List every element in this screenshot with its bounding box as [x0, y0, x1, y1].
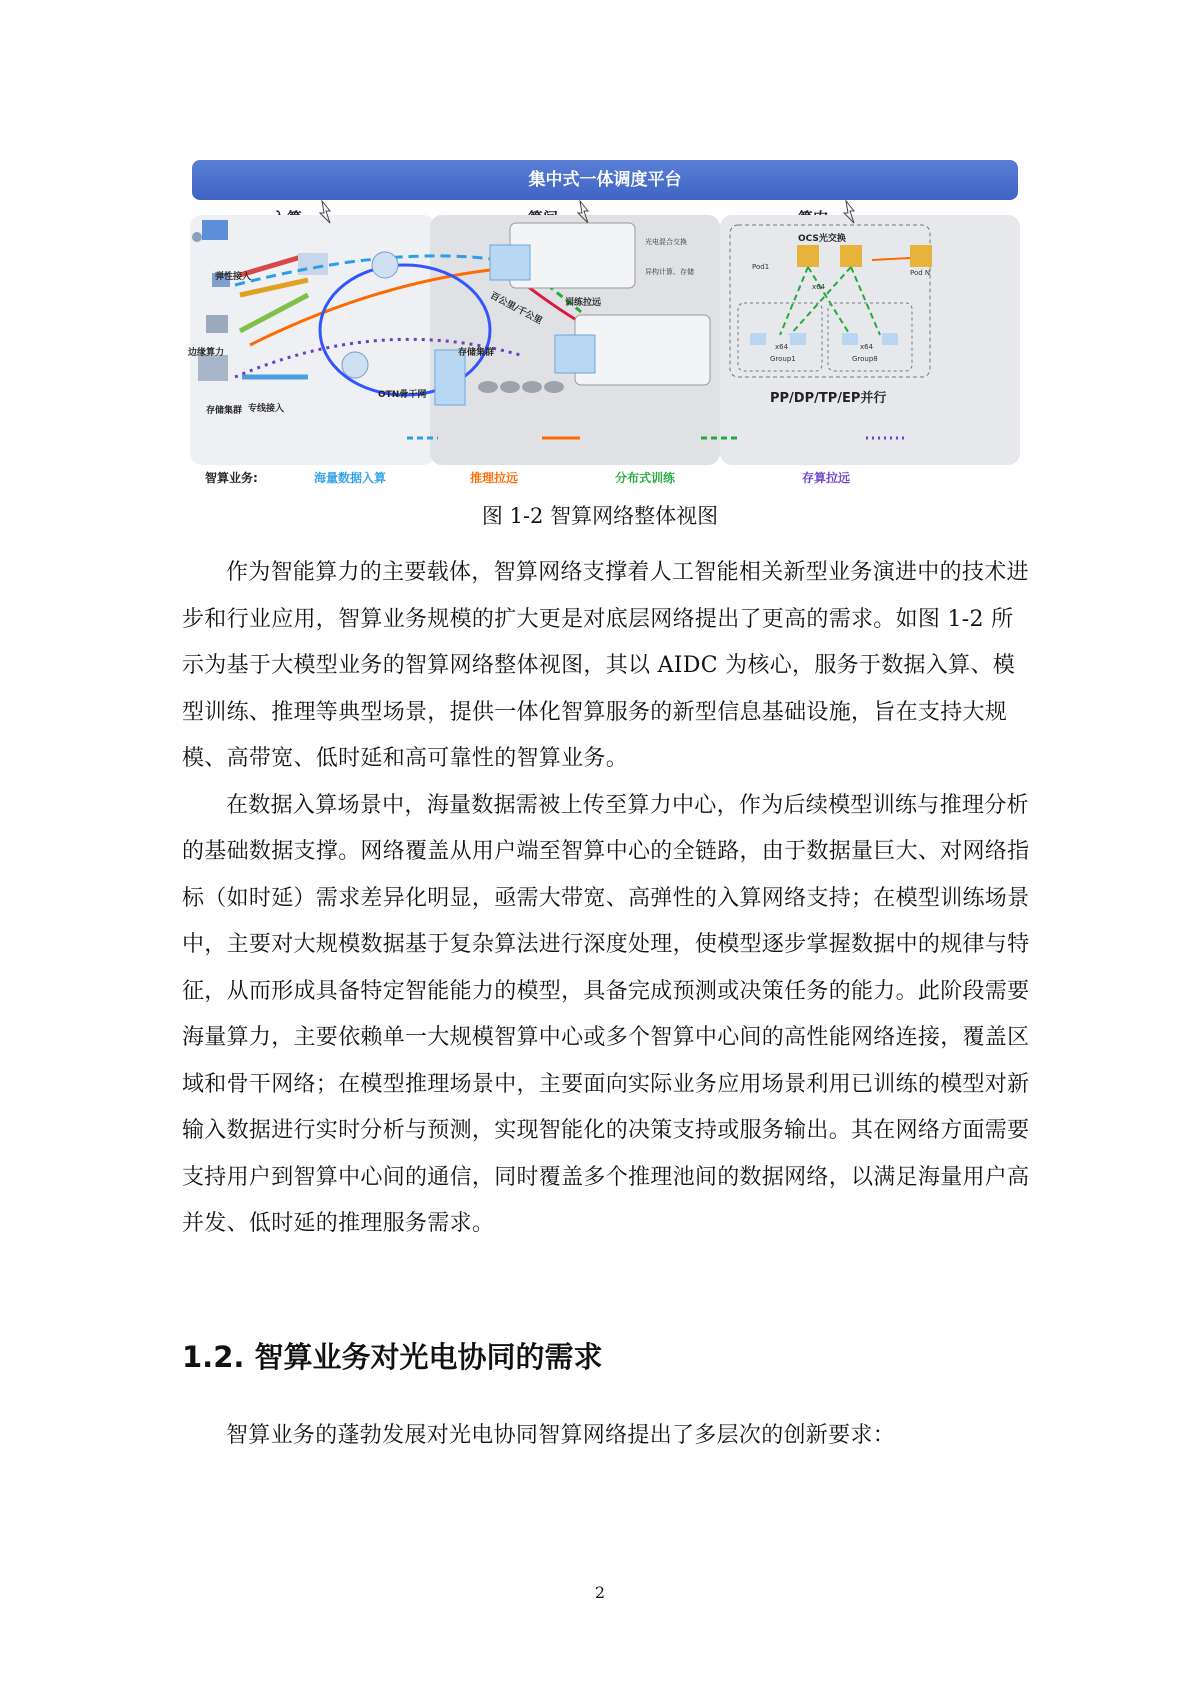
- platform-banner: 集中式一体调度平台: [192, 160, 1018, 200]
- section-heading: 1.2. 智算业务对光电协同的需求: [182, 1340, 603, 1374]
- user-icon: [192, 232, 202, 242]
- label-edge: 边缘算力: [188, 348, 225, 358]
- ocs-link-1: [780, 267, 808, 335]
- label-x64-b: x64: [775, 343, 789, 351]
- access-bundle-3: [240, 295, 308, 331]
- label-x64-a: x64: [812, 283, 826, 291]
- access-bundle-2: [240, 280, 308, 295]
- paragraph-2: 在数据入算场景中，海量数据需被上传至算力中心，作为后续模型训练与推理分析的基础数据支撑。网络覆盖从用户端至智算中心的全链路，由于数据量巨大、对网络指标（如时延）需求差异化明显，亟需大带宽、高弹性的入算网络支持；在模型训练场景中，主要对大规模数据基于复杂算法进行深度处理，使模型逐步掌握数据中的规律与特征，从而形成具备特定智能能力的模型，具备完成预测或决策任务的能力。此阶段需要海量算力，主要依赖单一大规模智算中心或多个智算中心间的高性能网络连接，覆盖区域和骨干网络；在模型推理场景中，主要面向实际业务应用场景利用已训练的模型对新输入数据进行实时分析与预测，实现智能化的决策支持或服务输出。其在网络方面需要支持用户到智算中心间的通信，同时覆盖多个推理池间的数据网络，以满足海量用户高并发、低时延的推理服务需求。: [182, 792, 1030, 1236]
- label-group8: Group8: [852, 355, 878, 363]
- paragraph-3: 智算业务的蓬勃发展对光电协同智算网络提出了多层次的创新要求：: [226, 1423, 896, 1448]
- label-group1: Group1: [770, 355, 796, 363]
- legend-ingress: 海量数据入算: [314, 471, 387, 485]
- monitor-icon: [202, 220, 228, 240]
- label-parallel: PP/DP/TP/EP并行: [770, 391, 887, 406]
- label-optical-switch: 光电混合交换: [645, 238, 687, 246]
- switch-cube-c: [435, 350, 465, 405]
- leaf-switch-icon-3: [842, 333, 858, 345]
- leaf-switch-icon-2: [790, 333, 806, 345]
- label-distance: 百公里/千公里: [488, 290, 544, 327]
- disk-icon-1: [478, 381, 498, 393]
- leaf-switch-icon-4: [882, 333, 898, 345]
- ocs-switch-icon-1: [797, 245, 819, 267]
- ocs-link-4: [851, 267, 880, 335]
- building-icon: [198, 355, 228, 381]
- ingress-arrow-icon: [320, 201, 330, 223]
- label-storage-mid: 存储集群: [458, 348, 495, 358]
- label-otn: OTN骨干网: [378, 390, 427, 400]
- ocs-switch-icon-2: [840, 245, 862, 267]
- router-top-icon: [372, 252, 398, 278]
- legend-storage: 存算拉远: [802, 471, 851, 485]
- body-text: [182, 550, 1032, 1248]
- ocs-switch-icon-n: [910, 245, 932, 267]
- network-figure: [190, 155, 1020, 491]
- figure-caption: 图 1-2 智算网络整体视图: [481, 504, 719, 528]
- disk-icon-2: [500, 381, 520, 393]
- router-bottom-icon: [342, 352, 368, 378]
- ocs-link-2: [808, 267, 850, 335]
- label-train-pull: 训练拉远: [565, 298, 602, 308]
- legend-title: 智算业务:: [205, 471, 258, 485]
- pod-n-link: [872, 258, 910, 260]
- switch-cube-b: [555, 335, 595, 373]
- legend-training: 分布式训练: [615, 471, 676, 485]
- page-number: 2: [594, 1583, 606, 1602]
- label-ocs: OCS光交换: [798, 234, 846, 244]
- label-hetero: 异构计算、存储: [645, 268, 694, 276]
- label-dedicated: 专线接入: [248, 404, 285, 414]
- figure-graphics: [190, 155, 1020, 491]
- inter-arrow-icon: [578, 201, 588, 223]
- legend-inference: 推理拉远: [470, 471, 519, 485]
- final-text: [182, 1413, 1032, 1460]
- access-router-icon: [298, 253, 328, 275]
- disk-icon-3: [522, 381, 542, 393]
- factory-icon: [206, 315, 228, 333]
- paragraph-1: 作为智能算力的主要载体，智算网络支撑着人工智能相关新型业务演进中的技术进步和行业应用，智算业务规模的扩大更是对底层网络提出了更高的需求。如图 1-2 所示为基于大模型业务的智算网络整体视图，其以 AIDC 为核心，服务于数据入算、模型训练、推理等典型场景，提供一体化智算服务的新型信息基础设施，旨在支持大规模、高带宽、低时延和高可靠性的智算业务。: [182, 560, 1029, 771]
- label-pod1: Pod1: [752, 263, 770, 271]
- switch-cube-a: [490, 245, 530, 280]
- label-x64-c: x64: [860, 343, 874, 351]
- label-podn: Pod N: [910, 269, 931, 277]
- label-elastic: 弹性接入: [215, 272, 252, 282]
- intra-arrow-icon: [844, 201, 854, 223]
- ocs-link-3: [790, 267, 851, 335]
- leaf-switch-icon-1: [750, 333, 766, 345]
- disk-icon-4: [544, 381, 564, 393]
- label-storage-left: 存储集群: [206, 406, 243, 416]
